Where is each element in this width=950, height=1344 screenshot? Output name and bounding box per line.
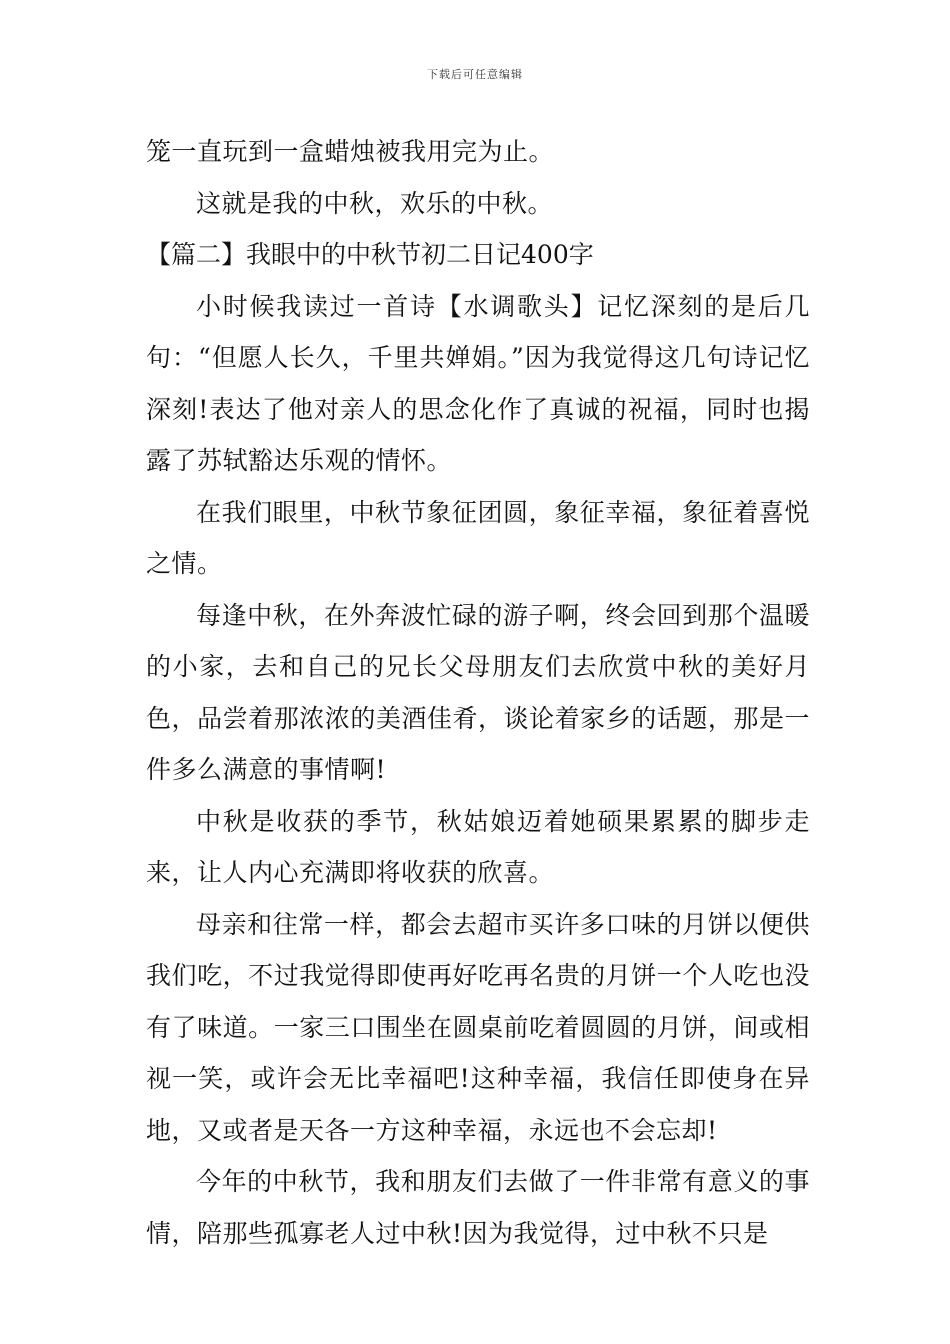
- page-header-note: 下载后可任意编辑: [427, 68, 523, 81]
- paragraph: 每逢中秋，在外奔波忙碌的游子啊，终会回到那个温暖的小家，去和自己的兄长父母朋友们去欣赏中秋的美好月色，品尝着那浓浓的美酒佳肴，谈论着家乡的话题，那是一件多么满意的事情啊!: [146, 600, 810, 784]
- paragraph: 今年的中秋节，我和朋友们去做了一件非常有意义的事情，陪那些孤寡老人过中秋!因为我觉得，过中秋不只是: [146, 1167, 810, 1248]
- paragraph: 母亲和往常一样，都会去超市买许多口味的月饼以便供我们吃，不过我觉得即使再好吃再名贵的月饼一个人吃也没有了味道。一家三口围坐在圆桌前吃着圆圆的月饼，间或相视一笑，或许会无比幸福吧!这种幸福，我信任即使身在异地，又或者是天各一方这种幸福，永远也不会忘却!: [146, 909, 810, 1145]
- paragraph: 在我们眼里，中秋节象征团圆，象征幸福，象征着喜悦之情。: [146, 497, 810, 578]
- paragraph-closing-line: 这就是我的中秋，欢乐的中秋。: [196, 188, 554, 218]
- paragraph: 中秋是收获的季节，秋姑娘迈着她硕果累累的脚步走来，让人内心充满即将收获的欣喜。: [146, 806, 810, 887]
- paragraph-continuation: 笼一直玩到一盒蜡烛被我用完为止。: [146, 137, 555, 166]
- paragraph: 小时候我读过一首诗【水调歌头】记忆深刻的是后几句：“但愿人长久，千里共婵娟。”因为我觉得这几句诗记忆深刻!表达了他对亲人的思念化作了真诚的祝福，同时也揭露了苏轼豁达乐观的情怀。: [146, 291, 810, 475]
- section-heading: 【篇二】我眼中的中秋节初二日记400字: [146, 240, 594, 269]
- document-body: [146, 126, 810, 1259]
